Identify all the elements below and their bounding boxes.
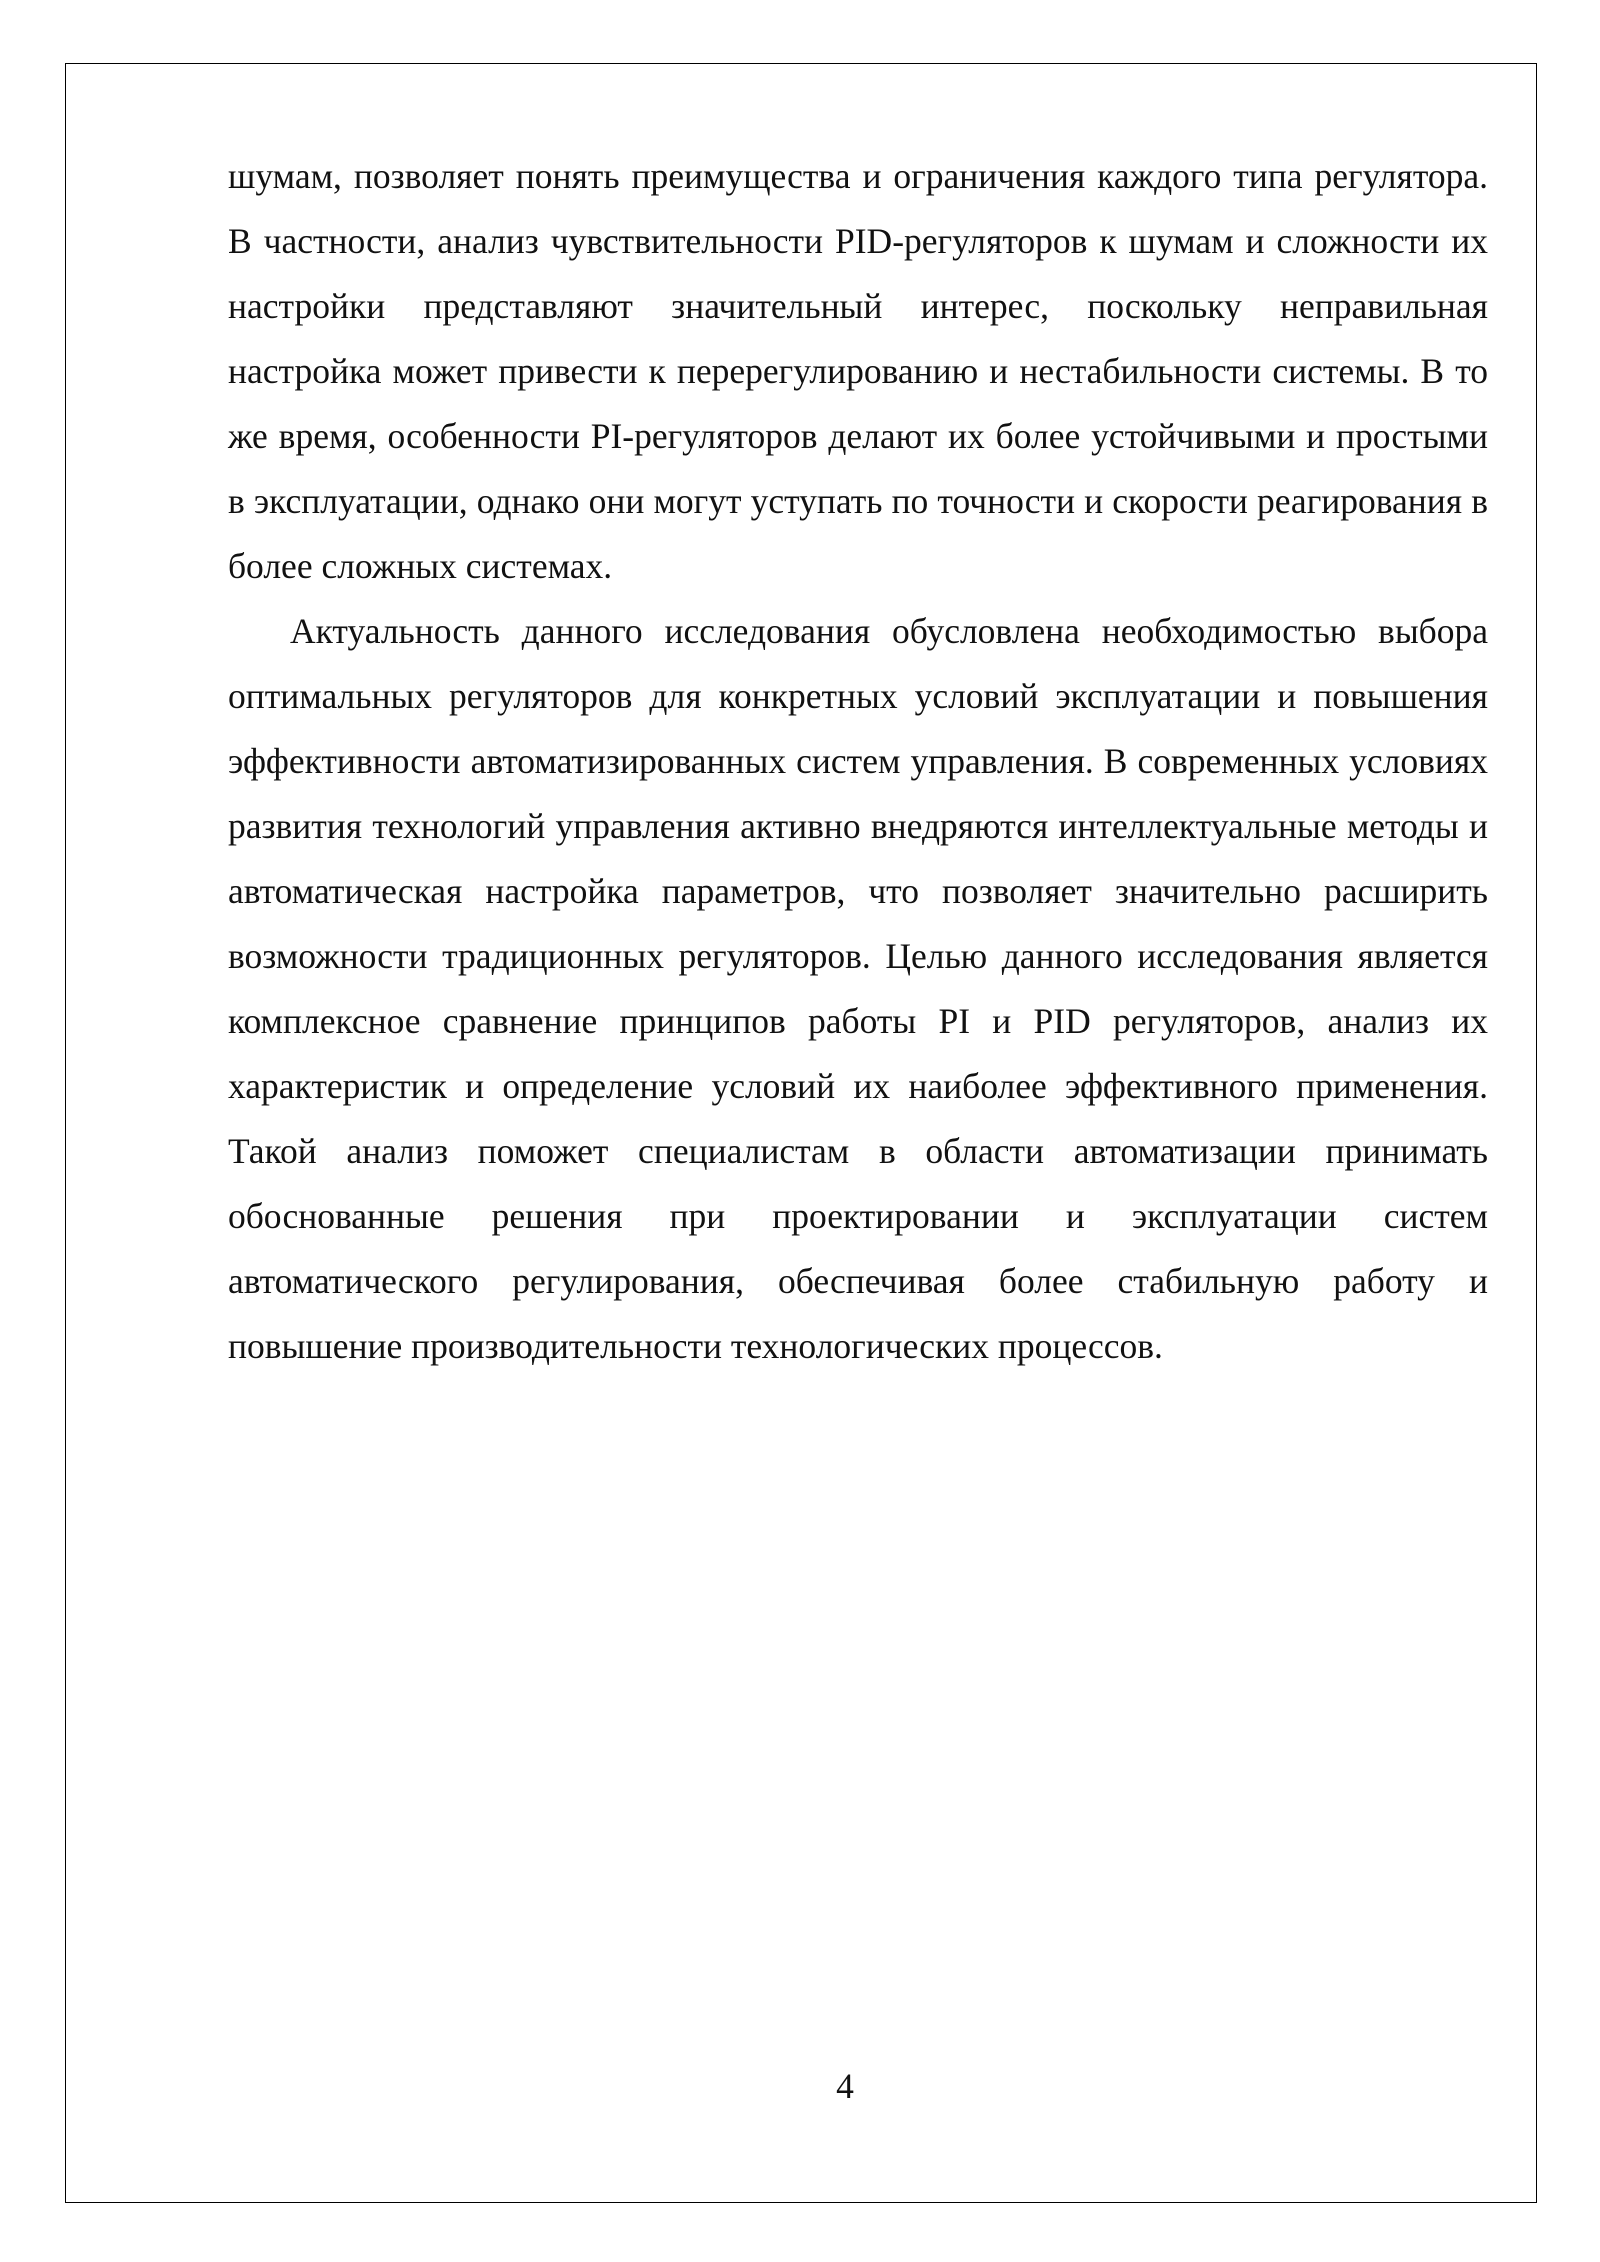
- document-body: [228, 144, 1488, 1379]
- page-number: 4: [836, 2066, 854, 2106]
- paragraph-continuation: шумам, позволяет понять преимущества и ограничения каждого типа регулятора. В частности, анализ чувствительности PID-регуляторов к шумам и сложности их настройки представляют значительный интерес, поскольку неправильная настройка может привести к перерегулированию и нестабильности системы. В то же время, особенности PI-регуляторов делают их более устойчивыми и простыми в эксплуатации, однако они могут уступать по точности и скорости реагирования в более сложных системах.: [228, 156, 1488, 586]
- paragraph-relevance: Актуальность данного исследования обусловлена необходимостью выбора оптимальных регуляторов для конкретных условий эксплуатации и повышения эффективности автоматизированных систем управления. В современных условиях развития технологий управления активно внедряются интеллектуальные методы и автоматическая настройка параметров, что позволяет значительно расширить возможности традиционных регуляторов. Целью данного исследования является комплексное сравнение принципов работы PI и PID регуляторов, анализ их характеристик и определение условий их наиболее эффективного применения. Такой анализ поможет специалистам в области автоматизации принимать обоснованные решения при проектировании и эксплуатации систем автоматического регулирования, обеспечивая более стабильную работу и повышение производительности технологических процессов.: [228, 611, 1488, 1366]
